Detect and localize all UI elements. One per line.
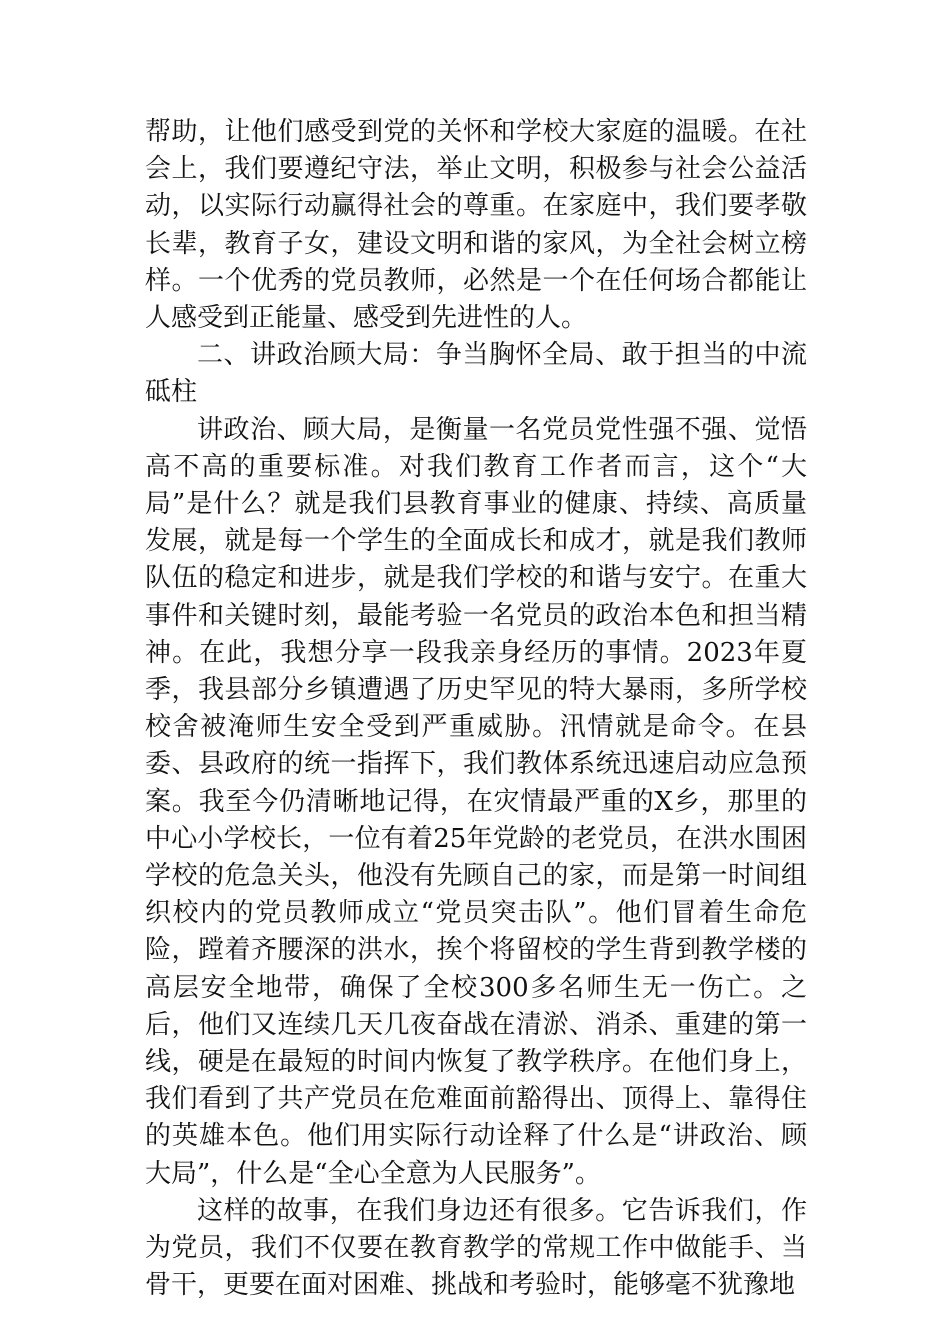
- paragraph-political-awareness: 讲政治、顾大局，是衡量一名党员党性强不强、觉悟高不高的重要标准。对我们教育工作者而言，这个“大局”是什么？就是我们县教育事业的健康、持续、高质量发展，就是每一个学生的全面成长和成才，就是我们教师队伍的稳定和进步，就是我们学校的和谐与安宁。在重大事件和关键时刻，最能考验一名党员的政治本色和担当精神。在此，我想分享一段我亲身经历的事情。2023年夏季，我县部分乡镇遭遇了历史罕见的特大暴雨，多所学校校舍被淹师生安全受到严重威胁。汛情就是命令。在县委、县政府的统一指挥下，我们教体系统迅速启动应急预案。我至今仍清晰地记得，在灾情最严重的X乡，那里的中心小学校长，一位有着25年党龄的老党员，在洪水围困学校的危急关头，他没有先顾自己的家，而是第一时间组织校内的党员教师成立“党员突击队”。他们冒着生命危险，蹚着齐腰深的洪水，挨个将留校的学生背到教学楼的高层安全地带，确保了全校300多名师生无一伤亡。之后，他们又连续几天几夜奋战在清淤、消杀、重建的第一线，硬是在最短的时间内恢复了教学秩序。在他们身上，我们看到了共产党员在危难面前豁得出、顶得上、靠得住的英雄本色。他们用实际行动诠释了什么是“讲政治、顾大局”，什么是“全心全意为人民服务”。: [145, 414, 807, 1189]
- section-heading: 二、讲政治顾大局：争当胸怀全局、敢于担当的中流砥柱: [145, 340, 807, 408]
- paragraph-stories: 这样的故事，在我们身边还有很多。它告诉我们，作为党员，我们不仅要在教育教学的常规工作中做能手、当骨干，更要在面对困难、挑战和考验时，能够毫不犹豫地: [145, 1195, 807, 1301]
- document-body: [145, 114, 807, 1305]
- paragraph-continuation: 帮助，让他们感受到党的关怀和学校大家庭的温暖。在社会上，我们要遵纪守法，举止文明，积极参与社会公益活动，以实际行动赢得社会的尊重。在家庭中，我们要孝敬长辈，教育子女，建设文明和谐的家风，为全社会树立榜样。一个优秀的党员教师，必然是一个在任何场合都能让人感受到正能量、感受到先进性的人。: [145, 117, 807, 334]
